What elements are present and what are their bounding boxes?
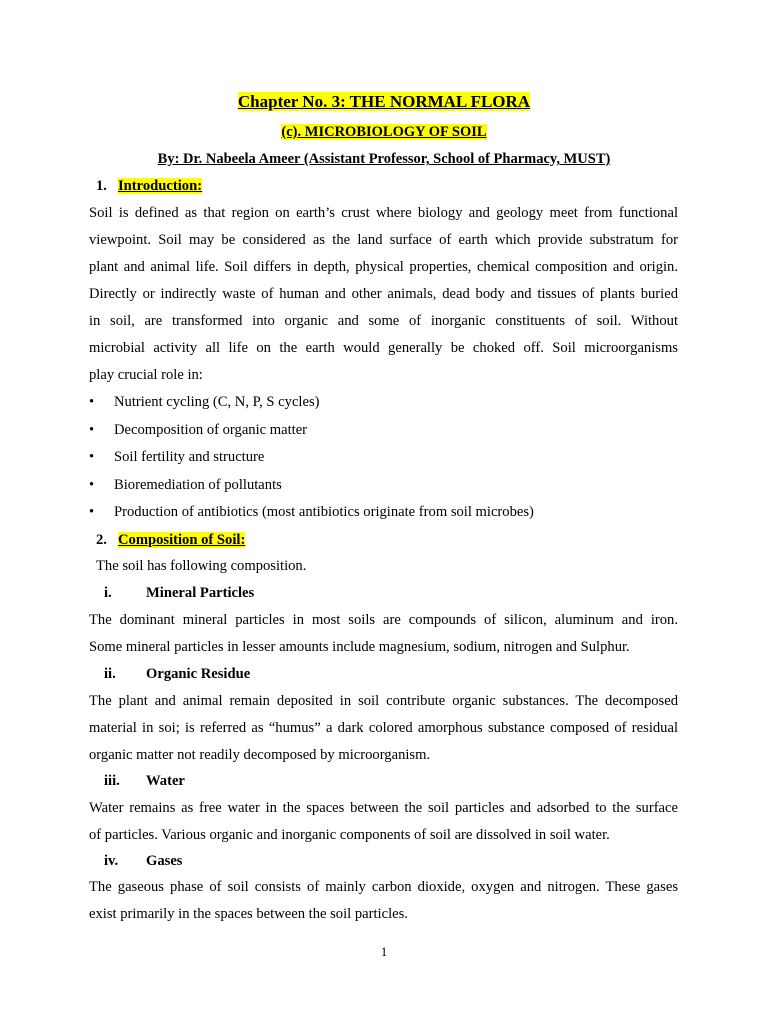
subheading-mineral-particles: i. Mineral Particles xyxy=(104,585,255,601)
paragraph-line: plant and animal life. Soil differs in depth, physical properties, chemical composition and origin. xyxy=(89,259,678,275)
bullet-icon: • xyxy=(89,476,95,493)
subheading-water: iii. Water xyxy=(104,773,185,789)
paragraph-line: material in soi; is referred as “humus” a dark colored amorphous substance composed of residual xyxy=(89,720,678,736)
paragraph-line: Some mineral particles in lesser amounts include magnesium, sodium, nitrogen and Sulphur. xyxy=(89,639,630,655)
composition-intro: The soil has following composition. xyxy=(96,558,307,574)
bullet-icon: • xyxy=(89,449,95,466)
paragraph-line: The plant and animal remain deposited in soil contribute organic substances. The decomposed xyxy=(89,693,678,709)
intro-paragraph xyxy=(89,200,678,389)
list-item: • Decomposition of organic matter xyxy=(89,417,689,445)
subheading-gases: iv. Gases xyxy=(104,853,183,869)
gases-paragraph xyxy=(89,874,678,928)
section-heading-composition: 2. Composition of Soil: xyxy=(96,532,246,548)
paragraph-line: of particles. Various organic and inorganic components of soil are dissolved in soil water. xyxy=(89,827,610,843)
bullet-icon: • xyxy=(89,421,95,438)
water-paragraph xyxy=(89,795,678,849)
paragraph-line: organic matter not readily decomposed by microorganism. xyxy=(89,747,431,763)
paragraph-line: exist primarily in the spaces between the soil particles. xyxy=(89,906,408,922)
chapter-title: Chapter No. 3: THE NORMAL FLORA xyxy=(237,92,531,111)
paragraph-line: The dominant mineral particles in most soils are compounds of silicon, aluminum and iron. xyxy=(89,612,678,628)
paragraph-line: microbial activity all life on the earth would generally be choked off. Soil microorganisms xyxy=(89,340,678,356)
paragraph-line: Soil is defined as that region on earth’s crust where biology and geology meet from functional xyxy=(89,205,678,221)
paragraph-line: Directly or indirectly waste of human and other animals, dead body and tissues of plants buried xyxy=(89,286,678,302)
subheading-organic-residue: ii. Organic Residue xyxy=(104,666,251,682)
organic-paragraph xyxy=(89,688,678,769)
mineral-paragraph xyxy=(89,607,678,661)
bullet-icon: • xyxy=(89,394,95,410)
bullet-icon: • xyxy=(89,504,95,521)
list-item: • Soil fertility and structure xyxy=(89,444,689,472)
paragraph-line: The gaseous phase of soil consists of mainly carbon dioxide, oxygen and nitrogen. These gases xyxy=(89,879,678,895)
page-number: 1 xyxy=(380,944,388,959)
paragraph-line: Water remains as free water in the spaces between the soil particles and adsorbed to the surface xyxy=(89,800,678,816)
author-byline: By: Dr. Nabeela Ameer (Assistant Professor, School of Pharmacy, MUST) xyxy=(157,151,611,167)
paragraph-line: play crucial role in: xyxy=(89,367,203,383)
paragraph-line: in soil, are transformed into organic and some of inorganic constituents of soil. Without xyxy=(89,313,678,329)
section-heading-introduction: 1. Introduction: xyxy=(96,178,203,194)
chapter-subtitle: (c). MICROBIOLOGY OF SOIL xyxy=(281,124,487,140)
list-item: • Nutrient cycling (C, N, P, S cycles) xyxy=(89,389,689,417)
roles-bullet-list xyxy=(89,389,689,527)
list-item: • Bioremediation of pollutants xyxy=(89,472,689,500)
paragraph-line: viewpoint. Soil may be considered as the land surface of earth which provide substratum for xyxy=(89,232,678,248)
list-item: • Production of antibiotics (most antibiotics originate from soil microbes) xyxy=(89,499,689,527)
